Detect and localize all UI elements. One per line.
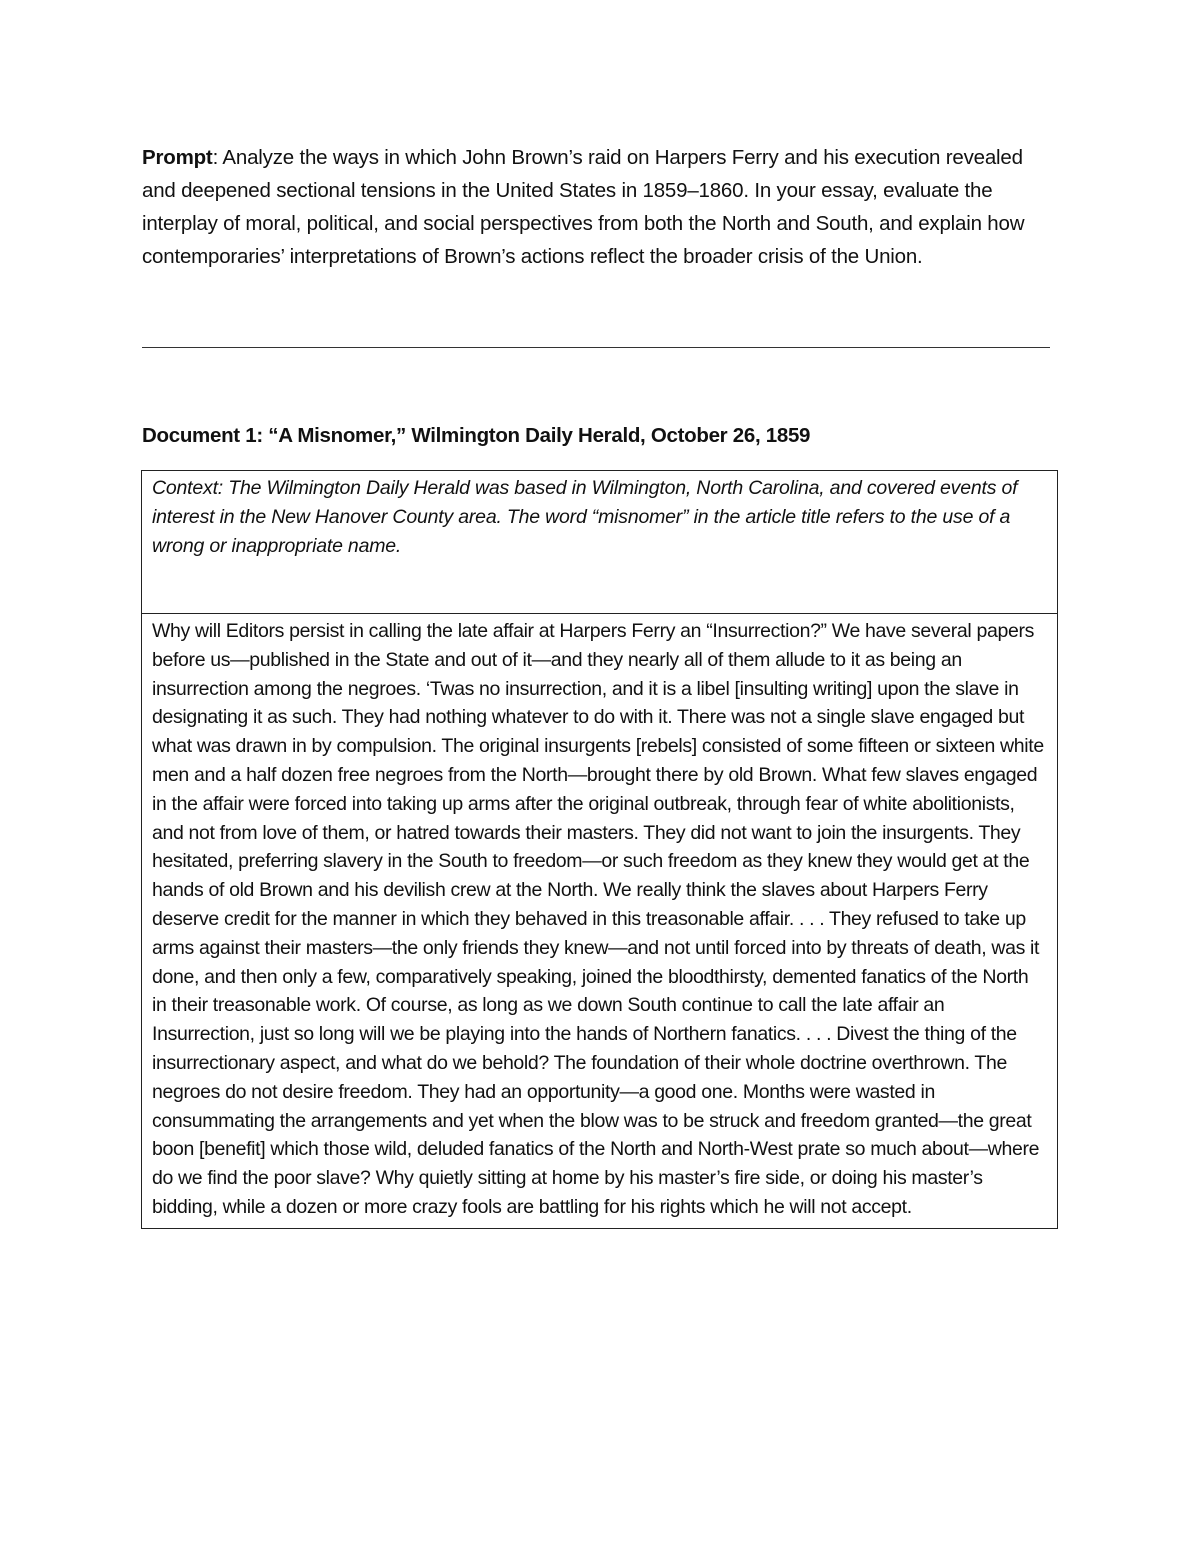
- document-heading: Document 1: “A Misnomer,” Wilmington Daily Herald, October 26, 1859: [142, 424, 811, 447]
- prompt-label: Prompt: [142, 146, 213, 169]
- context-cell: Context: The Wilmington Daily Herald was based in Wilmington, North Carolina, and covered events of interest in the New Hanover County area. The word “misnomer” in the article title refers to the use of a wrong or inappropriate name.: [142, 471, 1057, 614]
- prompt-text: : Analyze the ways in which John Brown’s raid on Harpers Ferry and his execution revealed and deepened sectional tensions in the United States in 1859–1860. In your essay, evaluate the interplay of moral, political, and social perspectives from both the North and South, and explain how contemporaries’ interpretations of Brown’s actions reflect the broader crisis of the Union.: [142, 146, 1025, 268]
- excerpt-text: Why will Editors persist in calling the late affair at Harpers Ferry an “Insurrection?” We have several papers before us—published in the State and out of it—and they nearly all of them allude to it as being an insurrection among the negroes. ‘Twas no insurrection, and it is a libel [insulting writing] upon the slave in designating it as such. They had nothing whatever to do with it. There was not a single slave engaged but what was drawn in by compulsion. The original insurgents [rebels] consisted of some fifteen or sixteen white men and a half dozen free negroes from the North—brought there by old Brown. What few slaves engaged in the affair were forced into taking up arms after the original outbreak, through fear of white abolitionists, and not from love of them, or hatred towards their masters. They did not want to join the insurgents. They hesitated, preferring slavery in the South to freedom—or such freedom as they knew they would get at the hands of old Brown and his devilish crew at the North. We really think the slaves about Harpers Ferry deserve credit for the manner in which they behaved in this treasonable affair. . . . They refused to take up arms against their masters—the only friends they knew—and not until forced into by threats of death, was it done, and then only a few, comparatively speaking, joined the bloodthirsty, demented fanatics of the North in their treasonable work. Of course, as long as we down South continue to call the late affair an Insurrection, just so long will we be playing into the hands of Northern fanatics. . . . Divest the thing of the insurrectionary aspect, and what do we behold? The foundation of their whole doctrine overthrown. The negroes do not desire freedom. They had an opportunity—a good one. Months were wasted in consummating the arrangements and yet when the blow was to be struck and freedom granted—the great boon [benefit] which those wild, deluded fanatics of the North and North-West prate so much about—where do we find the poor slave? Why quietly sitting at home by his master’s fire side, or doing his master’s bidding, while a dozen or more crazy fools are battling for his rights which he will not accept.: [152, 620, 1044, 1218]
- excerpt-cell: [142, 614, 1057, 1228]
- document-table: [141, 470, 1058, 1229]
- prompt-paragraph: [142, 141, 1057, 273]
- horizontal-divider: [142, 347, 1050, 348]
